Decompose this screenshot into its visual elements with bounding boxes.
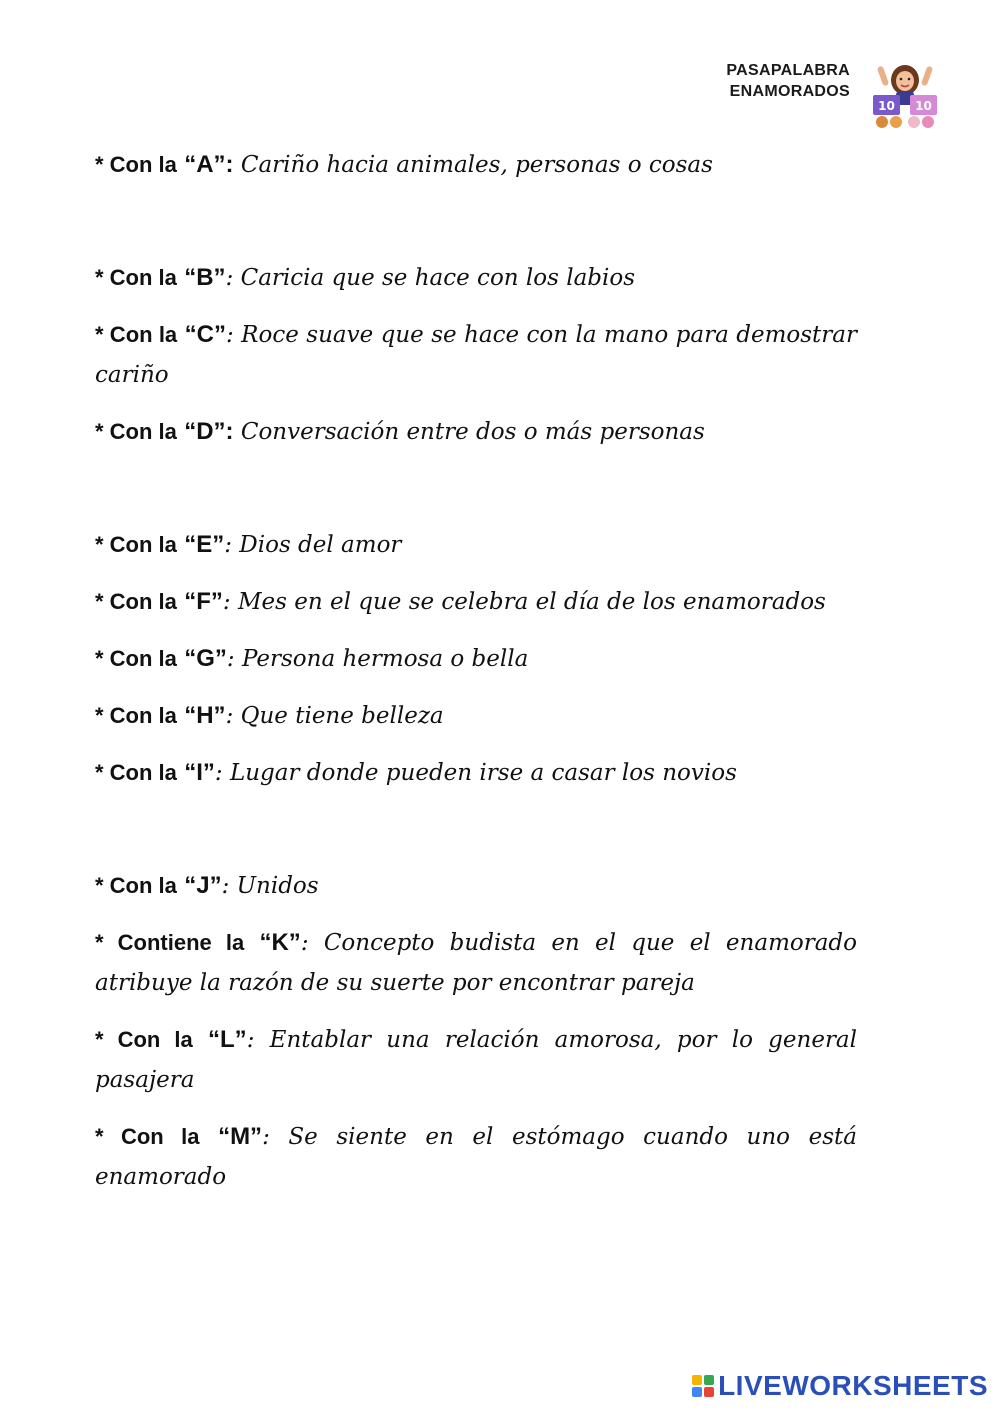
clue-text: : Caricia que se hace con los labios bbox=[225, 265, 636, 291]
clue-text: : Roce suave que se hace con la mano para demostrar cariño bbox=[95, 322, 857, 388]
clue-f bbox=[95, 582, 857, 622]
clue-letter: “B” bbox=[184, 264, 226, 291]
clue-l bbox=[95, 1020, 857, 1100]
clue-i bbox=[95, 753, 857, 793]
clue-text: : Unidos bbox=[221, 873, 319, 899]
bitmoji-avatar-icon bbox=[870, 60, 940, 130]
clue-letter: “J” bbox=[184, 872, 222, 899]
clue-text: : Se siente en el estómago cuando uno está enamorado bbox=[95, 1124, 857, 1190]
clue-letter: “C” bbox=[184, 321, 226, 348]
page-header bbox=[726, 60, 850, 102]
clue-text: : Persona hermosa o bella bbox=[226, 646, 529, 672]
clue-b bbox=[95, 258, 857, 298]
clue-list bbox=[95, 145, 857, 1214]
clue-a bbox=[95, 145, 857, 185]
clue-letter: “I” bbox=[184, 759, 215, 786]
clue-prefix: * Con la bbox=[95, 760, 177, 785]
clue-k bbox=[95, 923, 857, 1003]
clue-g bbox=[95, 639, 857, 679]
clue-text: Cariño hacia animales, personas o cosas bbox=[233, 152, 713, 178]
clue-text: Conversación entre dos o más personas bbox=[233, 419, 705, 445]
clue-letter: “F” bbox=[184, 588, 223, 615]
clue-prefix: * Con la bbox=[95, 646, 177, 671]
title-line-2: ENAMORADOS bbox=[729, 83, 850, 100]
clue-prefix: * Con la bbox=[95, 703, 177, 728]
clue-letter: “E” bbox=[184, 531, 225, 558]
brand-wordmark: LIVEWORKSHEETS bbox=[718, 1370, 988, 1401]
clue-letter: “D”: bbox=[184, 418, 234, 445]
clue-c bbox=[95, 315, 857, 395]
clue-prefix: * Con la bbox=[95, 1027, 193, 1052]
clue-prefix: * Con la bbox=[95, 322, 178, 347]
clue-prefix: * Con la bbox=[95, 419, 177, 444]
clue-text: : Dios del amor bbox=[224, 532, 402, 558]
clue-text: : Lugar donde pueden irse a casar los novios bbox=[214, 760, 737, 786]
clue-prefix: * Con la bbox=[95, 265, 177, 290]
clue-letter: “L” bbox=[208, 1026, 247, 1053]
clue-d bbox=[95, 412, 857, 452]
clue-letter: “K” bbox=[259, 929, 301, 956]
clue-text: : Que tiene belleza bbox=[225, 703, 444, 729]
clue-prefix: * Con la bbox=[95, 1124, 200, 1149]
clue-m bbox=[95, 1117, 857, 1197]
clue-text: : Concepto budista en el que el enamorado atribuye la razón de su suerte por encontrar pareja bbox=[95, 930, 858, 996]
clue-e bbox=[95, 525, 857, 565]
clue-prefix: * Con la bbox=[95, 873, 177, 898]
clue-prefix: * Contiene la bbox=[95, 930, 245, 955]
clue-text: : Entablar una relación amorosa, por lo general pasajera bbox=[95, 1027, 858, 1093]
svg-text:10: 10 bbox=[915, 99, 932, 113]
clue-letter: “G” bbox=[184, 645, 227, 672]
clue-j bbox=[95, 866, 857, 906]
liveworksheets-logo-icon bbox=[692, 1375, 714, 1397]
title-line-1: PASAPALABRA bbox=[726, 62, 850, 79]
clue-h bbox=[95, 696, 857, 736]
svg-text:10: 10 bbox=[878, 99, 895, 113]
clue-letter: “M” bbox=[218, 1123, 263, 1150]
clue-letter: “H” bbox=[184, 702, 226, 729]
clue-text: : Mes en el que se celebra el día de los enamorados bbox=[222, 589, 826, 615]
clue-prefix: * Con la bbox=[95, 532, 177, 557]
liveworksheets-logo[interactable] bbox=[692, 1370, 988, 1402]
clue-letter: “A”: bbox=[184, 151, 234, 178]
clue-prefix: * Con la bbox=[95, 152, 177, 177]
clue-prefix: * Con la bbox=[95, 589, 177, 614]
